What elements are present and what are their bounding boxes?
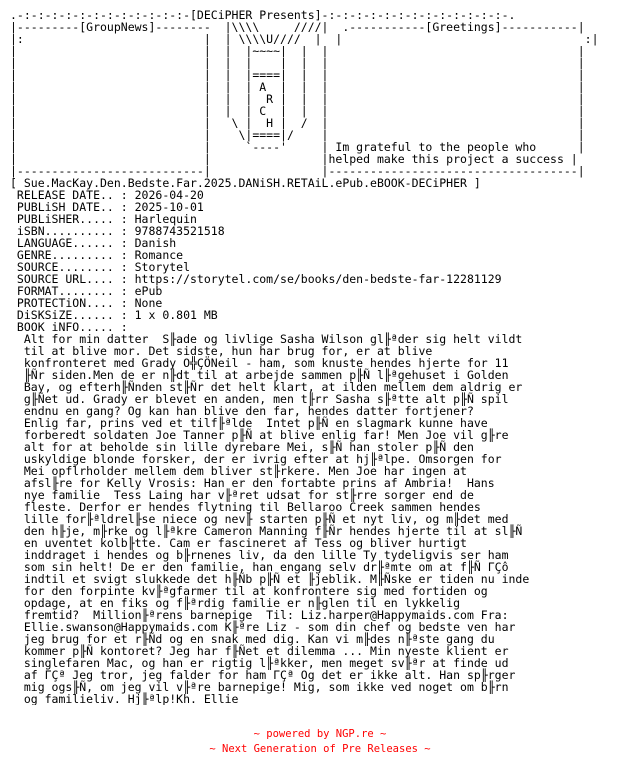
nfo-line: lille for╟ªldrel╟se niece og nev╟ starten p╟Ñ et nyt liv, og m╟det med — [10, 512, 509, 526]
nfo-line: SOURCE URL.... : https://storytel.com/se/books/den-bedste-far-12281129 — [10, 272, 502, 286]
nfo-line: mig ogs╟Ñ, om jeg vil v╟ªre barnepige! Mig, som ikke ved noget om b╟rn — [10, 680, 509, 694]
nfo-line: PROTECTiON.... : None — [10, 296, 163, 310]
nfo-line: | | | | R | | | | — [10, 92, 585, 106]
nfo-line: indtil et svigt slukkede det h╟Ñb p╟Ñ et ╟jeblik. M╟Ñske er tiden nu inde — [10, 572, 530, 586]
nfo-line: for den forpinte kv╟ªgfarmer til at konfrontere sig med fortiden og — [10, 584, 488, 598]
nfo-line: nye familie Tess Laing har v╟ªret udsat for st╟rre sorger end de — [10, 488, 474, 502]
nfo-line: alt for at beholde sin lille dyrebare Mei, s╟Ñ han stoler p╟Ñ den — [10, 440, 474, 454]
nfo-line: |: | | \\\\U//// | | :| — [10, 32, 599, 46]
nfo-line: Alt for min datter S╟ade og livlige Sasha Wilson gl╟ªder sig helt vildt — [10, 332, 523, 346]
nfo-line: kommer p╟Ñ kontoret? Jeg har f╟Ñet et dilemma ... Min nyeste klient er — [10, 644, 509, 658]
footer-powered-by: ~ powered by NGP.re ~ — [253, 728, 387, 740]
nfo-line: SOURCE........ : Storytel — [10, 260, 191, 274]
nfo-line: | | | |====| | | | — [10, 68, 585, 82]
nfo-line: Enlig far, prins ved et tilf╟ªlde Intet p╟Ñ en slagmark kunne have — [10, 416, 488, 430]
nfo-line: af ΓÇª Jeg tror, jeg falder for ham ΓÇª Og det er ikke alt. Han sp╟rger — [10, 668, 516, 682]
nfo-line: den h╟je, m╟rke og l╟ªkre Cameron Manning f╟Ñr hendes hjerte til at sl╟Ñ — [10, 524, 523, 538]
nfo-line: singlefaren Mac, og han er rigtig l╟ªkker, men meget sv╟ªr at finde ud — [10, 656, 509, 670]
nfo-line: PUBLiSHER..... : Harlequin — [10, 212, 197, 226]
nfo-line: som sin helt! De er den familie, han engang selv dr╟ªmte om at f╟Ñ ΓÇô — [10, 560, 509, 574]
nfo-line: RELEASE DATE.. : 2026-04-20 — [10, 188, 204, 202]
nfo-line: en uventet kolb╟tte. Cam er fascineret af Tess og bliver hurtigt — [10, 536, 467, 550]
nfo-line: | | `----' | Im grateful to the people who | — [10, 140, 585, 154]
nfo-line: GENRE......... : Romance — [10, 248, 184, 262]
nfo-line: fremtid? Million╟ªrens barnepige Til: Liz.harper@Happymaids.com Fra: — [10, 608, 509, 622]
nfo-line: | | \|====|/ | | — [10, 128, 585, 142]
nfo-line: BOOK iNFO..... : — [10, 320, 128, 334]
footer-tagline: ~ Next Generation of Pre Releases ~ — [209, 743, 431, 755]
nfo-line: | | | | | | | | — [10, 56, 585, 70]
nfo-line: endnu en gang? Og kan han blive den far, hendes datter fortjener? — [10, 404, 474, 418]
nfo-line: og familieliv. Hj╟ªlp!Kh. Ellie — [10, 692, 239, 705]
nfo-line: |---------------------------| |------------------------------------| — [10, 164, 585, 178]
nfo-line: jeg brug for et r╟Ñd og en snak med dig. Kan vi m╟des n╟ªste gang du — [10, 632, 495, 646]
nfo-line: FORMAT........ : ePub — [10, 284, 163, 298]
nfo-line: g╟Ñet ud. Grady er blevet en anden, men t╟rr Sasha s╟ªtte alt p╟Ñ spil — [10, 392, 509, 406]
nfo-line: PUBLiSH DATE.. : 2025-10-01 — [10, 200, 204, 214]
nfo-line: uskyldige blonde forsker, der er ivrig efter at hj╟ªlpe. Omsorgen for — [10, 452, 502, 466]
nfo-line: | | | | A | | | | — [10, 80, 585, 94]
nfo-line: iSBN.......... : 9788743521518 — [10, 224, 225, 238]
nfo-line: afsl╟re for Kelly Vrosis: Han er den fortabte prins af Ambria! Hans — [10, 476, 495, 490]
nfo-line: DiSKSiZE...... : 1 x 0.801 MB — [10, 308, 218, 322]
nfo-line: .-:-:-:-:-:-:-:-:-:-:-:-:-[DECiPHER Presents]-:-:-:-:-:-:-:-:-:-:-:-:-:-. — [10, 9, 516, 22]
nfo-line: | | |helped make this project a success | — [10, 152, 578, 166]
nfo-line: [ Sue.MacKay.Den.Bedste.Far.2025.DANiSH.RETAiL.ePub.eBOOK-DECiPHER ] — [10, 176, 481, 190]
nfo-line: ╟Ñr siden.Men de er n╟dt til at arbejde sammen p╟Ñ l╟ªgehuset i Golden — [10, 368, 509, 382]
nfo-line: forberedt soldaten Joe Tanner p╟Ñ at blive enlig far! Men Joe vil g╟re — [10, 428, 509, 442]
nfo-line: | | \ | H | / | | — [10, 116, 585, 130]
nfo-line: |---------[GroupNews]-------- |\\\\ ////| .-----------[Greetings]-----------| — [10, 20, 585, 34]
nfo-line: LANGUAGE...... : Danish — [10, 236, 177, 250]
nfo-line: Ellie.swanson@Happymaids.com K╟ªre Liz - som din chef og bedste ven har — [10, 620, 516, 634]
nfo-line: konfronteret med Grady O╬ÇÖNeil - ham, som knuste hendes hjerte for 11 — [10, 356, 509, 370]
nfo-text — [10, 9, 599, 705]
nfo-line: inddraget i hendes og b╟rnenes liv, da den lille Ty tydeligvis ser ham — [10, 548, 509, 562]
nfo-line: Bay, og efterh╟Ñnden st╟Ñr det helt klart, at ilden mellem dem aldrig er — [10, 380, 523, 394]
nfo-line: opdage, at en fiks og f╟ªrdig familie er n╟glen til en lykkelig — [10, 596, 461, 610]
nfo-line: fleste. Derfor er hendes flytning til Bellaroo Creek sammen hendes — [10, 500, 481, 514]
nfo-line: Mei opflrholder mellem dem bliver st╟rkere. Men Joe har ingen at — [10, 464, 467, 478]
nfo-line: | | | | C | | | | — [10, 104, 585, 118]
nfo-line: | | | |~~~~| | | | — [10, 44, 585, 58]
nfo-line: til at blive mor. Det sidste, hun har brug for, er at blive — [10, 344, 433, 358]
